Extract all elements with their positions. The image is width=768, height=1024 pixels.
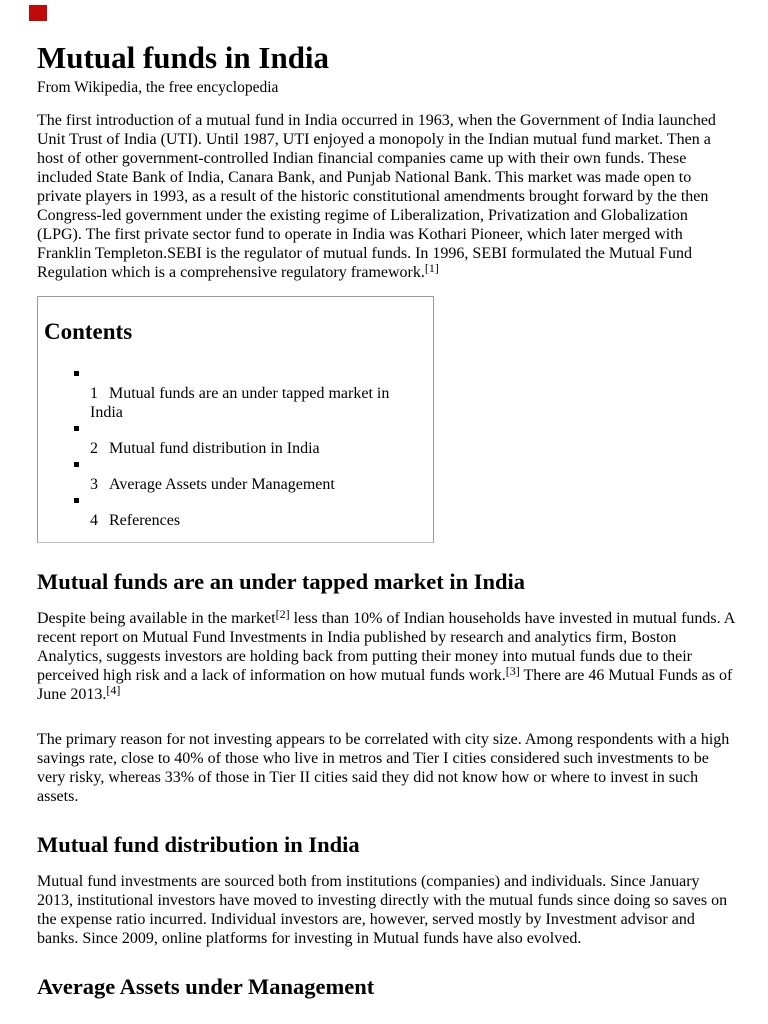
section-heading-average-assets: Average Assets under Management [37,974,375,999]
contents-item-number: 4 [90,512,98,529]
section-heading-under-tapped-market: Mutual funds are an under tapped market in India [37,569,526,594]
reference-link[interactable]: [1] [424,261,439,275]
contents-item-label[interactable]: Mutual fund distribution in India [109,440,320,457]
contents-item-number: 3 [90,476,98,493]
contents-item-number: 2 [90,440,98,457]
reference-link[interactable]: [4] [106,683,121,697]
reference-link[interactable]: [2] [275,607,290,621]
contents-item[interactable] [90,426,425,458]
contents-item-label[interactable]: Mutual funds are an under tapped market in India [90,385,390,421]
contents-item-label[interactable]: References [109,512,181,529]
section-heading-distribution: Mutual fund distribution in India [37,832,360,857]
contents-item-label[interactable]: Average Assets under Management [109,476,335,493]
contents-item-number: 1 [90,385,98,402]
contents-heading: Contents [44,319,133,344]
square-bullet-icon [74,426,79,431]
section-paragraph: Despite being available in the market[2] less than 10% of Indian households have invested in mutual funds. A recent report on Mutual Fund Investments in India published by research and analytics firm, Boston Analytics, suggests investors are holding back from putting their money into mutual funds due to their perceived high risk and a lack of information on how mutual funds work.[3] There are 46 Mutual Funds as of June 2013.[4] [37,607,735,703]
contents-item[interactable] [90,462,425,494]
contents-item-text[interactable] [90,384,425,422]
contents-item[interactable] [90,498,425,530]
contents-list [43,371,425,530]
reference-link[interactable]: [3] [505,664,520,678]
square-bullet-icon [74,462,79,467]
contents-item[interactable] [90,371,425,422]
contents-item-text[interactable] [90,511,425,530]
page-subtitle: From Wikipedia, the free encyclopedia [37,79,279,96]
page-title: Mutual funds in India [37,40,330,75]
red-square-marker [29,5,47,21]
section-paragraph: The primary reason for not investing appears to be correlated with city size. Among respondents with a high savings rate, close to 40% of those who live in metros and Tier I cities considered such investments to be very risky, whereas 33% of those in Tier II cities said they did not know how or where to invest in such assets. [37,731,730,805]
square-bullet-icon [74,371,79,376]
contents-box [37,296,434,543]
intro-paragraph: The first introduction of a mutual fund in India occurred in 1963, when the Government of India launched Unit Trust of India (UTI). Until 1987, UTI enjoyed a monopoly in the Indian mutual fund market. Then a host of other government-controlled Indian financial companies came up with their own funds. These included State Bank of India, Canara Bank, and Punjab National Bank. This market was made open to private players in 1993, as a result of the historic constitutional amendments brought forward by the then Congress-led government under the existing regime of Liberalization, Privatization and Globalization (LPG). The first private sector fund to operate in India was Kothari Pioneer, which later merged with Franklin Templeton.SEBI is the regulator of mutual funds. In 1996, SEBI formulated the Mutual Fund Regulation which is a comprehensive regulatory framework.[1] [37,112,716,281]
contents-item-text[interactable] [90,439,425,458]
square-bullet-icon [74,498,79,503]
contents-item-text[interactable] [90,475,425,494]
section-paragraph: Mutual fund investments are sourced both from institutions (companies) and individuals. Since January 2013, institutional investors have moved to investing directly with the mutual funds since doing so saves on the expense ratio incurred. Individual investors are, however, served mostly by Investment advisor and banks. Since 2009, online platforms for investing in Mutual funds have also evolved. [37,873,728,947]
